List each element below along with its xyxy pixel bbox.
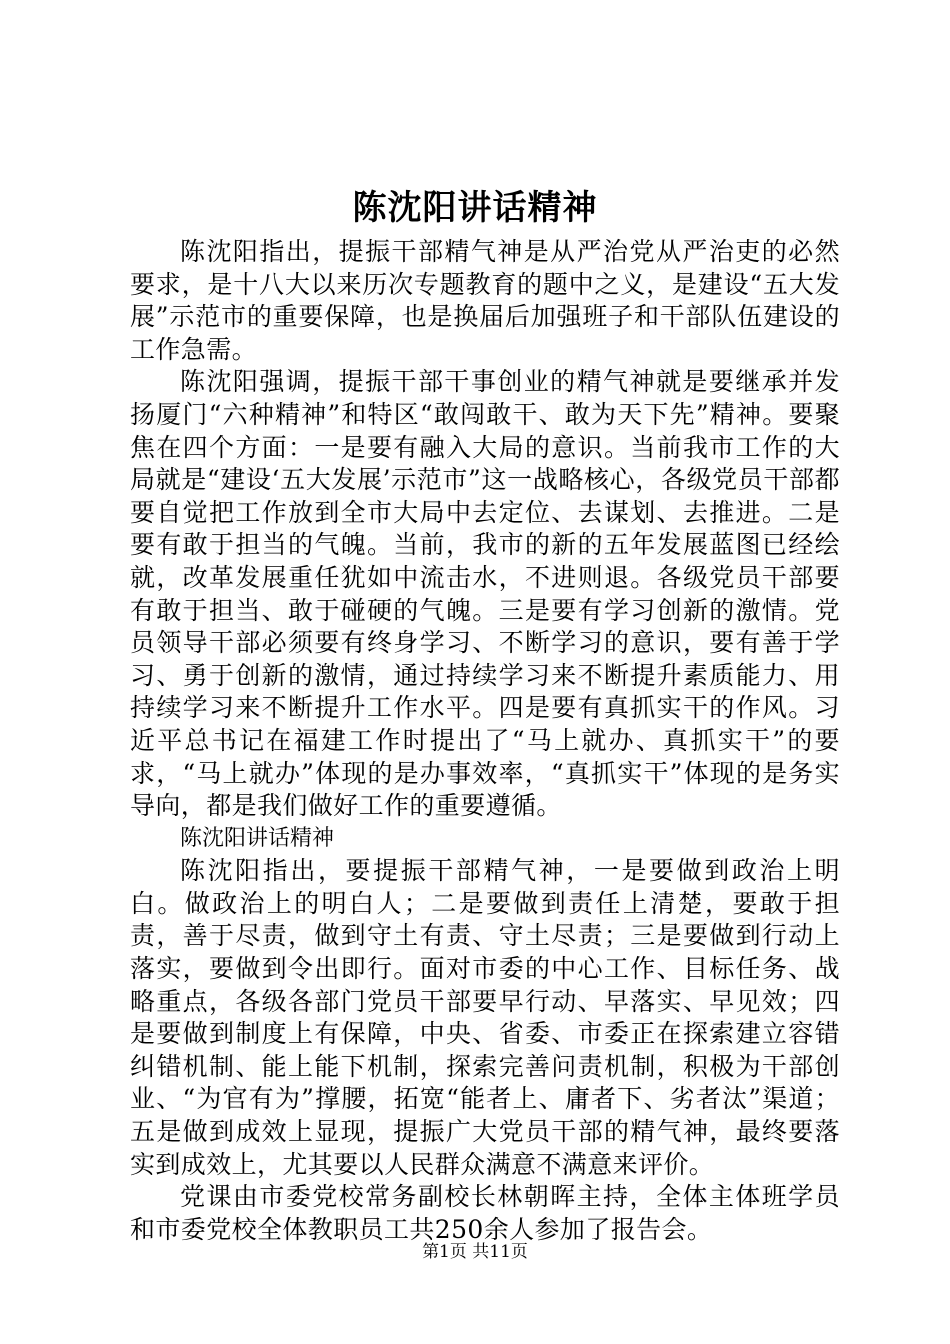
document-title: 陈沈阳讲话精神: [352, 188, 598, 228]
page-footer: 第1页 共11页: [422, 1242, 528, 1262]
section-heading: 陈沈阳讲话精神: [180, 825, 335, 851]
paragraph-five-points: 陈沈阳指出，要提振干部精气神，一是要做到政治上明白。做政治上的明白人；二是要做到责任上清楚，要敢于担责，善于尽责，做到守土有责、守土尽责；三是要做到行动上落实，要做到令出即行。面对市委的中心工作、目标任务、战略重点，各级各部门党员干部要早行动、早落实、早见效；四是要做到制度上有保障，中央、省委、市委正在探索建立容错纠错机制、能上能下机制，探索完善问责机制，积极为干部创业、“为官有为”撑腰，拓宽“能者上、庸者下、劣者汰”渠道；五是做到成效上显现，提振广大党员干部的精气神，最终要落实到成效上，尤其要以人民群众满意不满意来评价。: [130, 856, 840, 1179]
document-body: [130, 236, 840, 1246]
paragraph-closing: 党课由市委党校常务副校长林朝晖主持，全体主体班学员和市委党校全体教职员工共250余人参加了报告会。: [130, 1182, 840, 1244]
paragraph-emphasis: 陈沈阳强调，提振干部干事创业的精气神就是要继承并发扬厦门“六种精神”和特区“敢闯敢干、敢为天下先”精神。要聚焦在四个方面：一是要有融入大局的意识。当前我市工作的大局就是“建设‘五大发展’示范市”这一战略核心，各级党员干部都要自觉把工作放到全市大局中去定位、去谋划、去推进。二是要有敢于担当的气魄。当前，我市的新的五年发展蓝图已经绘就，改革发展重任犹如中流击水，不进则退。各级党员干部要有敢于担当、敢于碰硬的气魄。三是要有学习创新的激情。党员领导干部必须要有终身学习、不断学习的意识，要有善于学习、勇于创新的激情，通过持续学习来不断提升素质能力、用持续学习来不断提升工作水平。四是要有真抓实干的作风。习近平总书记在福建工作时提出了“马上就办、真抓实干”的要求，“马上就办”体现的是办事效率，“真抓实干”体现的是务实导向，都是我们做好工作的重要遵循。: [130, 367, 840, 821]
paragraph-intro: 陈沈阳指出，提振干部精气神是从严治党从严治吏的必然要求，是十八大以来历次专题教育的题中之义，是建设“五大发展”示范市的重要保障，也是换届后加强班子和干部队伍建设的工作急需。: [130, 237, 840, 364]
